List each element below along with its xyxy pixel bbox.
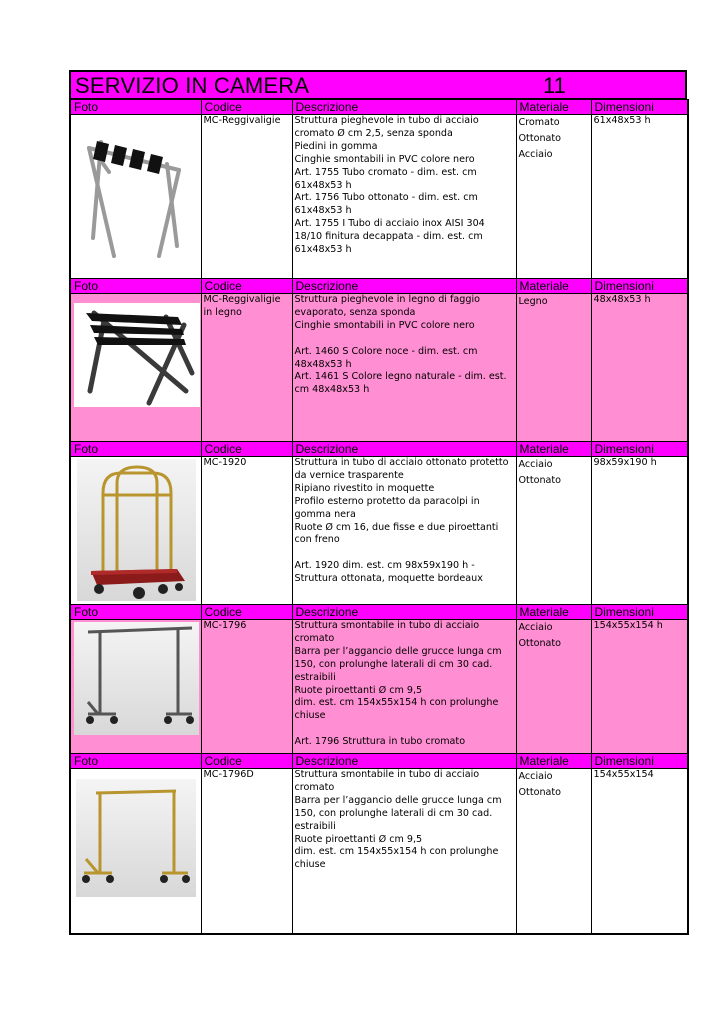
product-row — [70, 457, 688, 605]
material-item: Acciaio — [518, 771, 553, 782]
description-spacer — [295, 723, 514, 736]
brass-garment-rack-image — [76, 779, 196, 897]
header-foto: Foto — [70, 279, 201, 294]
description-spacer — [295, 333, 514, 346]
description-line: Art. 1756 Tubo ottonato - dim. est. cm — [294, 192, 478, 204]
product-code: MC-1796D — [201, 769, 292, 934]
description-line: Struttura ottonata, moquette bordeaux — [294, 573, 483, 585]
material-item: Ottonato — [518, 787, 562, 798]
description-line: Cinghie smontabili in PVC colore nero — [294, 153, 475, 165]
description-line: Piedini in gomma — [294, 140, 378, 152]
brass-luggage-trolley-image — [77, 459, 196, 601]
product-code: MC-Reggivaligie in legno — [201, 294, 292, 442]
header-codice: Codice — [201, 605, 292, 620]
product-description — [292, 457, 516, 605]
product-materials — [516, 620, 591, 754]
description-line: 18/10 finitura decappata - dim. est. cm — [294, 231, 483, 243]
header-codice: Codice — [201, 754, 292, 769]
description-line: Ruote piroettanti Ø cm 9,5 — [294, 833, 423, 845]
material-item: Ottonato — [518, 638, 562, 649]
catalog-sheet — [69, 70, 687, 935]
product-description — [292, 769, 516, 934]
chrome-garment-rack-image — [74, 622, 199, 735]
column-header-row — [70, 754, 688, 769]
header-descrizione: Descrizione — [292, 100, 516, 115]
description-line: Cinghie smontabili in PVC colore nero — [294, 319, 475, 331]
description-line: con freno — [294, 534, 340, 546]
column-header-row — [70, 279, 688, 294]
column-header-row — [70, 442, 688, 457]
description-line: Art. 1920 dim. est. cm 98x59x190 h - — [294, 560, 475, 572]
description-line: Art. 1796 Struttura in tubo cromato — [294, 736, 466, 748]
description-line: Art. 1460 S Colore noce - dim. est. cm — [294, 345, 478, 357]
product-dimensions: 48x48x53 h — [591, 294, 688, 442]
material-item: Legno — [518, 296, 548, 307]
description-line: dim. est. cm 154x55x154 h con prolunghe — [294, 846, 499, 858]
description-line: gomma nera — [294, 508, 356, 520]
product-row — [70, 115, 688, 279]
description-line: Barra per l’aggancio delle grucce lunga cm — [294, 794, 502, 806]
header-dimensioni: Dimensioni — [591, 754, 688, 769]
product-dimensions: 98x59x190 h — [591, 457, 688, 605]
product-photo-cell — [70, 115, 201, 279]
description-spacer — [295, 547, 514, 560]
description-line: Ripiano rivestito in moquette — [294, 482, 435, 494]
product-code: MC-Reggivaligie — [201, 115, 292, 279]
product-table — [69, 99, 689, 935]
product-row — [70, 294, 688, 442]
product-photo-cell — [70, 769, 201, 934]
description-line: Ruote piroettanti Ø cm 9,5 — [294, 684, 423, 696]
description-line: 61x48x53 h — [294, 179, 352, 191]
header-dimensioni: Dimensioni — [591, 605, 688, 620]
description-line: Art. 1755 Tubo cromato - dim. est. cm — [294, 166, 477, 178]
description-line: cromato — [294, 632, 335, 644]
description-line: Ruote Ø cm 16, due fisse e due piroettanti — [294, 521, 499, 533]
material-item: Acciaio — [518, 622, 553, 633]
product-code: MC-1796 — [201, 620, 292, 754]
header-dimensioni: Dimensioni — [591, 279, 688, 294]
product-photo-cell — [70, 620, 201, 754]
description-line: Struttura pieghevole in tubo di acciaio — [294, 115, 479, 126]
description-line: chiuse — [294, 859, 326, 871]
description-line: Barra per l’aggancio delle grucce lunga cm — [294, 645, 502, 657]
description-line: evaporato, senza sponda — [294, 306, 416, 318]
description-line: chiuse — [294, 710, 326, 722]
product-materials — [516, 769, 591, 934]
description-line: 61x48x53 h — [294, 244, 352, 256]
description-line: Struttura in tubo di acciaio ottonato protetto — [294, 457, 509, 468]
header-materiale: Materiale — [516, 754, 591, 769]
header-materiale: Materiale — [516, 100, 591, 115]
description-line: Struttura smontabile in tubo di acciaio — [294, 620, 480, 631]
product-materials — [516, 115, 591, 279]
header-descrizione: Descrizione — [292, 279, 516, 294]
product-dimensions: 154x55x154 h — [591, 620, 688, 754]
material-item: Acciaio — [518, 459, 553, 470]
header-materiale: Materiale — [516, 605, 591, 620]
description-line: 61x48x53 h — [294, 205, 352, 217]
product-dimensions: 61x48x53 h — [591, 115, 688, 279]
product-photo-cell — [70, 294, 201, 442]
description-line: cromato — [294, 781, 335, 793]
wooden-luggage-rack-image — [74, 303, 200, 407]
description-line: Profilo esterno protetto da paracolpi in — [294, 495, 480, 507]
product-dimensions: 154x55x154 — [591, 769, 688, 934]
header-foto: Foto — [70, 605, 201, 620]
product-materials — [516, 294, 591, 442]
material-item: Ottonato — [518, 475, 562, 486]
product-description — [292, 294, 516, 442]
page-number: 11 — [543, 73, 566, 98]
description-line: 150, con prolunghe laterali di cm 30 cad. — [294, 807, 493, 819]
material-item: Acciaio — [518, 149, 553, 160]
product-description — [292, 620, 516, 754]
description-line: dim. est. cm 154x55x154 h con prolunghe — [294, 697, 499, 709]
description-line: estraibili — [294, 671, 336, 683]
material-item: Cromato — [518, 117, 560, 128]
description-line: 150, con prolunghe laterali di cm 30 cad. — [294, 658, 493, 670]
product-materials — [516, 457, 591, 605]
column-header-row — [70, 605, 688, 620]
product-code: MC-1920 — [201, 457, 292, 605]
product-photo-cell — [70, 457, 201, 605]
header-foto: Foto — [70, 754, 201, 769]
product-row — [70, 769, 688, 934]
header-descrizione: Descrizione — [292, 754, 516, 769]
description-line: cm 48x48x53 h — [294, 384, 370, 396]
header-descrizione: Descrizione — [292, 442, 516, 457]
description-line: Struttura smontabile in tubo di acciaio — [294, 769, 480, 780]
page-title: SERVIZIO IN CAMERA — [75, 73, 310, 98]
header-foto: Foto — [70, 442, 201, 457]
header-codice: Codice — [201, 442, 292, 457]
description-line: estraibili — [294, 820, 336, 832]
description-line: Art. 1461 S Colore legno naturale - dim. est. — [294, 371, 507, 383]
description-line: cromato Ø cm 2,5, senza sponda — [294, 127, 453, 139]
column-header-row — [70, 100, 688, 115]
header-descrizione: Descrizione — [292, 605, 516, 620]
product-description — [292, 115, 516, 279]
header-foto: Foto — [70, 100, 201, 115]
description-line: Art. 1755 I Tubo di acciaio inox AISI 304 — [294, 218, 485, 230]
product-row — [70, 620, 688, 754]
chrome-luggage-rack-image — [79, 128, 191, 263]
title-bar — [69, 70, 687, 99]
header-materiale: Materiale — [516, 442, 591, 457]
description-line: 48x48x53 h — [294, 358, 352, 370]
header-dimensioni: Dimensioni — [591, 100, 688, 115]
header-materiale: Materiale — [516, 279, 591, 294]
header-dimensioni: Dimensioni — [591, 442, 688, 457]
material-item: Ottonato — [518, 133, 562, 144]
header-codice: Codice — [201, 279, 292, 294]
header-codice: Codice — [201, 100, 292, 115]
description-line: Struttura pieghevole in legno di faggio — [294, 294, 480, 305]
description-line: da vernice trasparente — [294, 469, 404, 481]
